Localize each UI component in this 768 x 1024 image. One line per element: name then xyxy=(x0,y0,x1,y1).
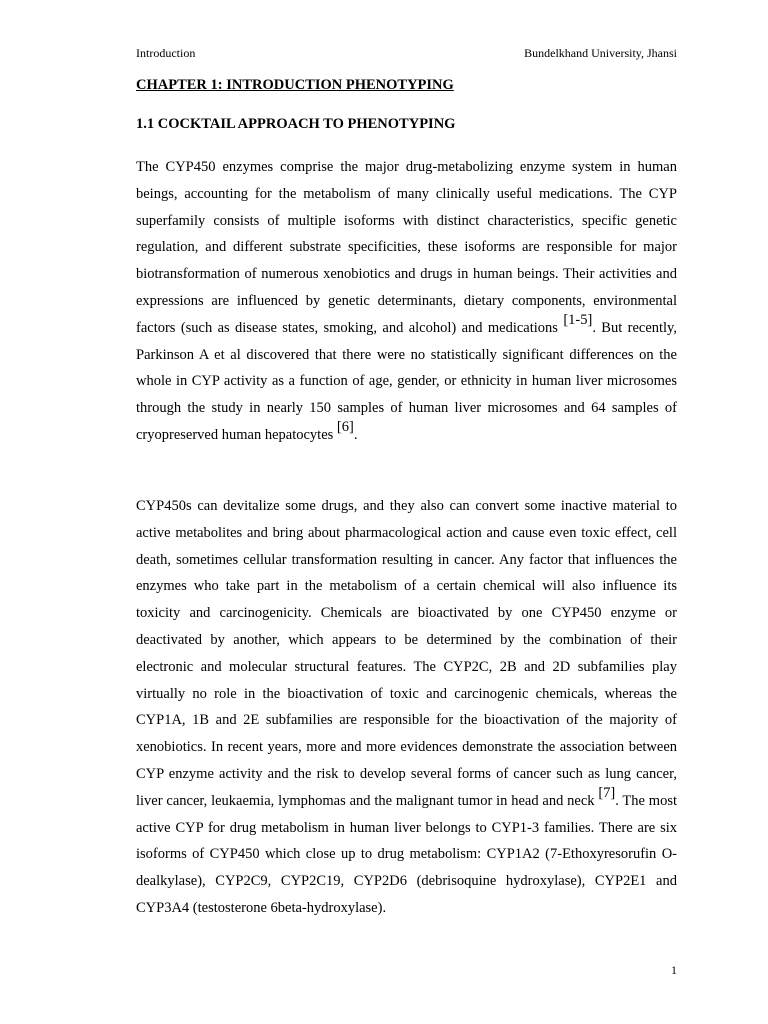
header-section-name: Introduction xyxy=(136,46,196,60)
body-paragraph-2 xyxy=(136,493,677,922)
running-header xyxy=(136,45,677,61)
page-number: 1 xyxy=(671,963,677,977)
section-heading: 1.1 COCKTAIL APPROACH TO PHENOTYPING xyxy=(136,116,456,132)
paragraph-text: The CYP450 enzymes comprise the major drug-metabolizing enzyme system in human beings, accounting for the metabolism of many clinically useful medications. The CYP superfamily consists of multiple isoforms with distinct characteristics, specific genetic regulation, and different substrate specificities, these isoforms are responsible for major biotransformation of numerous xenobiotics and drugs in human beings. Their activities and expressions are influenced by genetic determinants, dietary components, environmental factors (such as disease states, smoking, and alcohol) and medications xyxy=(136,159,677,336)
body-paragraph-1 xyxy=(136,154,677,449)
paragraph-text: . xyxy=(353,426,358,443)
citation-ref: [7] xyxy=(598,784,616,801)
paragraph-text: . The most active CYP for drug metabolism in human liver belongs to CYP1-3 families. There are six isoforms of CYP450 which close up to drug metabolism: CYP1A2 (7-Ethoxyresorufin O-dealkylase), CYP2C9, CYP2C19, CYP2D6 (debrisoquine hydroxylase), CYP2E1 and CYP3A4 (testosterone 6beta-hydroxylase). xyxy=(136,792,677,916)
chapter-title: CHAPTER 1: INTRODUCTION PHENOTYPING xyxy=(136,77,454,93)
paragraph-text: CYP450s can devitalize some drugs, and they also can convert some inactive material to active metabolites and bring about pharmacological action and cause even toxic effect, cell death, sometimes cellular transformation resulting in cancer. Any factor that influences the enzymes who take part in the metabolism of a certain chemical will also influence its toxicity and carcinogenicity. Chemicals are bioactivated by one CYP450 enzyme or deactivated by another, which appears to be determined by the combination of their electronic and molecular structural features. The CYP2C, 2B and 2D subfamilies play virtually no role in the bioactivation of toxic and carcinogenic chemicals, whereas the CYP1A, 1B and 2E subfamilies are responsible for the bioactivation of the majority of xenobiotics. In recent years, more and more evidences demonstrate the association between CYP enzyme activity and the risk to develop several forms of cancer such as lung cancer, liver cancer, leukaemia, lymphomas and the malignant tumor in head and neck xyxy=(136,498,677,809)
citation-ref: [6] xyxy=(336,418,354,435)
header-institution: Bundelkhand University, Jhansi xyxy=(524,46,677,60)
citation-ref: [1-5] xyxy=(563,311,593,328)
paragraph-text: . But recently, Parkinson A et al discovered that there were no statistically significant differences on the whole in CYP activity as a function of age, gender, or ethnicity in human liver microsomes through the study in nearly 150 samples of human liver microsomes and 64 samples of cryopreserved human hepatocytes xyxy=(136,319,677,443)
